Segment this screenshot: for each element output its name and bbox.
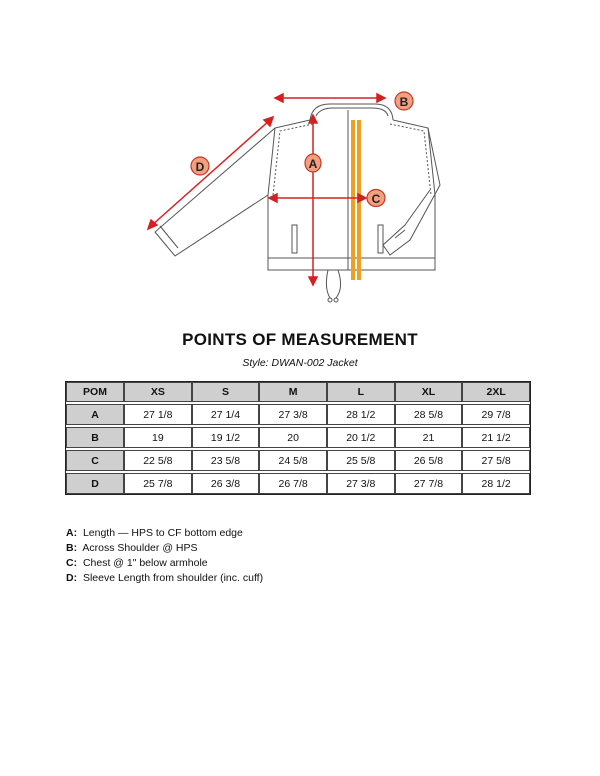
- table-cell: 19 1/2: [192, 427, 260, 448]
- table-cell: 27 3/8: [327, 473, 395, 494]
- measurement-table: [65, 381, 531, 495]
- marker-d: [191, 157, 209, 175]
- table-cell: 28 5/8: [395, 404, 463, 425]
- marker-b-label: B: [399, 95, 409, 109]
- pom-cell: D: [66, 473, 124, 494]
- table-cell: 25 5/8: [327, 450, 395, 471]
- legend-item: [66, 571, 263, 586]
- table-cell: 26 7/8: [259, 473, 327, 494]
- header-cell: XL: [395, 382, 463, 402]
- table-cell: 26 5/8: [395, 450, 463, 471]
- page-title: POINTS OF MEASUREMENT: [182, 330, 418, 349]
- table-cell: 27 1/4: [192, 404, 260, 425]
- table-cell: 19: [124, 427, 192, 448]
- table-cell: 24 5/8: [259, 450, 327, 471]
- table-cell: 21: [395, 427, 463, 448]
- table-cell: 27 5/8: [462, 450, 530, 471]
- header-cell: POM: [66, 382, 124, 402]
- legend-text: Chest @ 1" below armhole: [82, 557, 208, 569]
- legend-item: [66, 541, 263, 556]
- table-cell: 20 1/2: [327, 427, 395, 448]
- table-cell: 25 7/8: [124, 473, 192, 494]
- legend-text: Across Shoulder @ HPS: [82, 542, 198, 554]
- pom-cell: B: [66, 427, 124, 448]
- header-cell: M: [259, 382, 327, 402]
- header-cell: S: [192, 382, 260, 402]
- table-cell: 28 1/2: [327, 404, 395, 425]
- pom-cell: A: [66, 404, 124, 425]
- table-cell: 29 7/8: [462, 404, 530, 425]
- table-cell: 26 3/8: [192, 473, 260, 494]
- legend-key: C:: [66, 557, 78, 569]
- legend-item: [66, 526, 263, 541]
- marker-d-label: D: [195, 160, 205, 174]
- marker-c: [367, 190, 385, 207]
- table-cell: 21 1/2: [462, 427, 530, 448]
- table-cell: 20: [259, 427, 327, 448]
- table-cell: 22 5/8: [124, 450, 192, 471]
- legend-text: Sleeve Length from shoulder (inc. cuff): [82, 572, 264, 584]
- marker-c-label: C: [371, 192, 381, 206]
- marker-b: [395, 92, 413, 110]
- table-cell: 23 5/8: [192, 450, 260, 471]
- style-subtitle: Style: DWAN-002 Jacket: [242, 357, 358, 369]
- legend-key: A:: [66, 527, 78, 539]
- table-cell: 27 1/8: [124, 404, 192, 425]
- table-cell: 28 1/2: [462, 473, 530, 494]
- header-cell: 2XL: [462, 382, 530, 402]
- table-row: [66, 473, 530, 494]
- table-cell: 27 3/8: [259, 404, 327, 425]
- table-row: [66, 450, 530, 471]
- table-row: [66, 427, 530, 448]
- jacket-outline: [155, 104, 440, 302]
- legend-key: D:: [66, 572, 78, 584]
- legend: [66, 526, 263, 586]
- table-row: [66, 404, 530, 425]
- marker-a: [305, 154, 321, 172]
- table-cell: 27 7/8: [395, 473, 463, 494]
- header-cell: XS: [124, 382, 192, 402]
- legend-key: B:: [66, 542, 78, 554]
- measurement-arrows: [148, 94, 385, 285]
- legend-text: Length — HPS to CF bottom edge: [82, 527, 243, 539]
- header-cell: L: [327, 382, 395, 402]
- pom-cell: C: [66, 450, 124, 471]
- jacket-diagram: [0, 0, 600, 320]
- table-header-row: [66, 382, 530, 402]
- legend-item: [66, 556, 263, 571]
- marker-a-label: A: [308, 157, 318, 171]
